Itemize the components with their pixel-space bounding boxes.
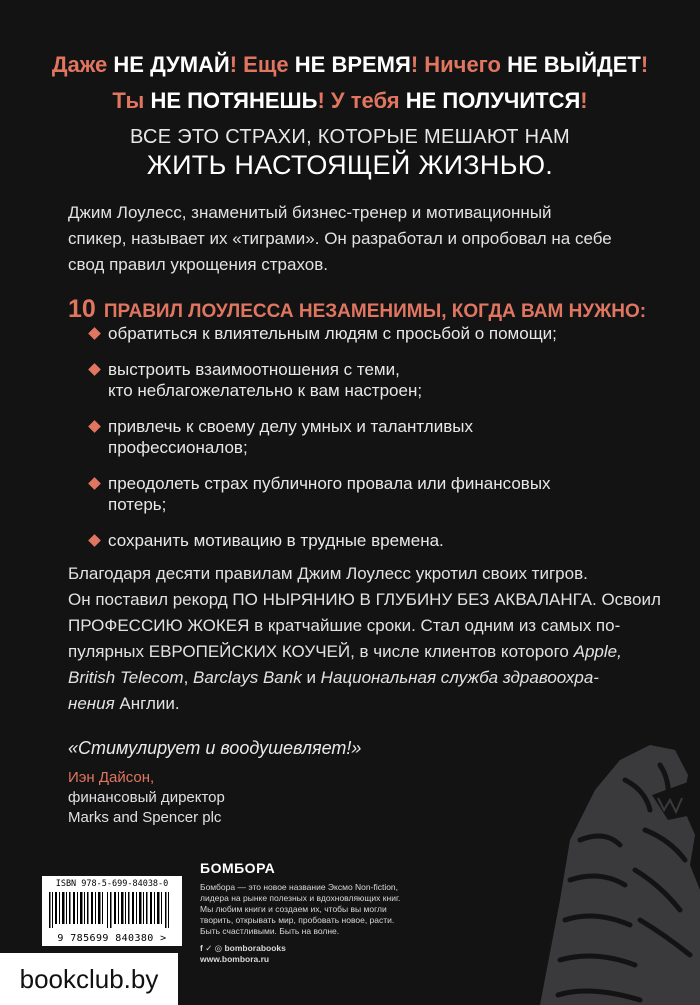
rules-number: 10 <box>68 295 96 323</box>
publisher-links <box>200 943 430 965</box>
headline-segment: НЕ ВЫЙДЕТ <box>507 52 641 77</box>
body-line: ПРОФЕССИЮ ЖОКЕЯ в кратчайшие сроки. Стал одним из самых по- <box>68 616 621 635</box>
headline-segment: НЕ ВРЕМЯ <box>294 52 411 77</box>
quote-author: Иэн Дайсон, <box>68 769 155 786</box>
intro-line: свод правил укрощения страхов. <box>68 255 328 274</box>
rule-item: выстроить взаимоотношения с теми, кто неблагожелательно к вам настроен; <box>90 359 557 401</box>
rule-item: сохранить мотивацию в трудные времена. <box>90 530 557 551</box>
intro-line: спикер, называет их «тиграми». Он разработал и опробовал на себе <box>68 229 612 248</box>
watermark: bookclub.by <box>0 953 178 1005</box>
quote-company: Marks and Spencer plc <box>68 809 222 826</box>
body-line: пулярных ЕВРОПЕЙСКИХ КОУЧЕЙ, в числе клиентов которого Apple, <box>68 642 622 661</box>
barcode-bars-icon <box>47 892 177 928</box>
publisher-description: Бомбора — это новое название Эксмо Non-fiction, лидера на рынке полезных и вдохновляющих книг. Мы любим книги и создаем их, чтобы вы могли творить, открывать мир, пробовать новое, расти. Быть счастливыми. Быть на волне. <box>200 882 401 936</box>
body-paragraph <box>68 561 661 717</box>
intro-line: Джим Лоулесс, знаменитый бизнес-тренер и мотивационный <box>68 203 552 222</box>
subheadline-line-1: ВСЕ ЭТО СТРАХИ, КОТОРЫЕ МЕШАЮТ НАМ <box>130 126 570 148</box>
subheadline-line-2: ЖИТЬ НАСТОЯЩЕЙ ЖИЗНЬЮ. <box>146 150 554 180</box>
diamond-bullet-icon <box>88 327 101 340</box>
headline-segment: ! Ничего <box>410 52 508 77</box>
social-handle[interactable]: f ✓ ◎ bomborabooks <box>200 943 286 953</box>
headline-segment: ! <box>580 88 588 113</box>
body-line: Благодаря десяти правилам Джим Лоулесс укротил своих тигров. <box>68 564 588 583</box>
quote-text: «Стимулирует и воодушевляет!» <box>68 738 362 758</box>
headline-segment: НЕ ПОТЯНЕШЬ <box>150 88 318 113</box>
intro-paragraph <box>68 200 648 278</box>
body-line: British Telecom, Barclays Bank и Национальная служба здравоохра- <box>68 668 599 687</box>
headline-segment: ! У тебя <box>317 88 406 113</box>
quote-author-block <box>68 768 225 828</box>
diamond-bullet-icon <box>88 363 101 376</box>
barcode-digits: 9 785699 840380 > <box>57 933 167 944</box>
rule-item: преодолеть страх публичного провала или финансовых потерь; <box>90 473 557 515</box>
headline-segment: ! Еще <box>229 52 295 77</box>
headline-line-1 <box>0 52 700 78</box>
publisher-name: БОМБОРА <box>200 860 276 876</box>
headline-segment: Ты <box>112 88 151 113</box>
headline-line-2 <box>0 88 700 114</box>
headline-segment: НЕ ПОЛУЧИТСЯ <box>405 88 581 113</box>
rules-heading <box>68 295 646 324</box>
tiger-illustration-icon <box>420 720 700 1005</box>
diamond-bullet-icon <box>88 420 101 433</box>
diamond-bullet-icon <box>88 534 101 547</box>
headline-segment: Даже <box>51 52 114 77</box>
rule-item: обратиться к влиятельным людям с просьбой о помощи; <box>90 323 557 344</box>
quote-role: финансовый директор <box>68 789 225 806</box>
body-line: нения Англии. <box>68 694 180 713</box>
isbn-number: ISBN 978-5-699-84038-0 <box>55 879 169 889</box>
rule-item: привлечь к своему делу умных и талантливых профессионалов; <box>90 416 557 458</box>
publisher-block <box>200 860 430 965</box>
headline-segment: ! <box>640 52 649 77</box>
diamond-bullet-icon <box>88 477 101 490</box>
publisher-website-link[interactable]: www.bombora.ru <box>200 954 270 964</box>
rules-heading-text: ПРАВИЛ ЛОУЛЕССА НЕЗАМЕНИМЫ, КОГДА ВАМ НУЖНО: <box>103 301 647 322</box>
rules-list <box>90 323 557 566</box>
barcode <box>42 876 182 946</box>
body-line: Он поставил рекорд ПО НЫРЯНИЮ В ГЛУБИНУ БЕЗ АКВАЛАНГА. Освоил <box>68 590 661 609</box>
headline-segment: НЕ ДУМАЙ <box>113 52 230 77</box>
